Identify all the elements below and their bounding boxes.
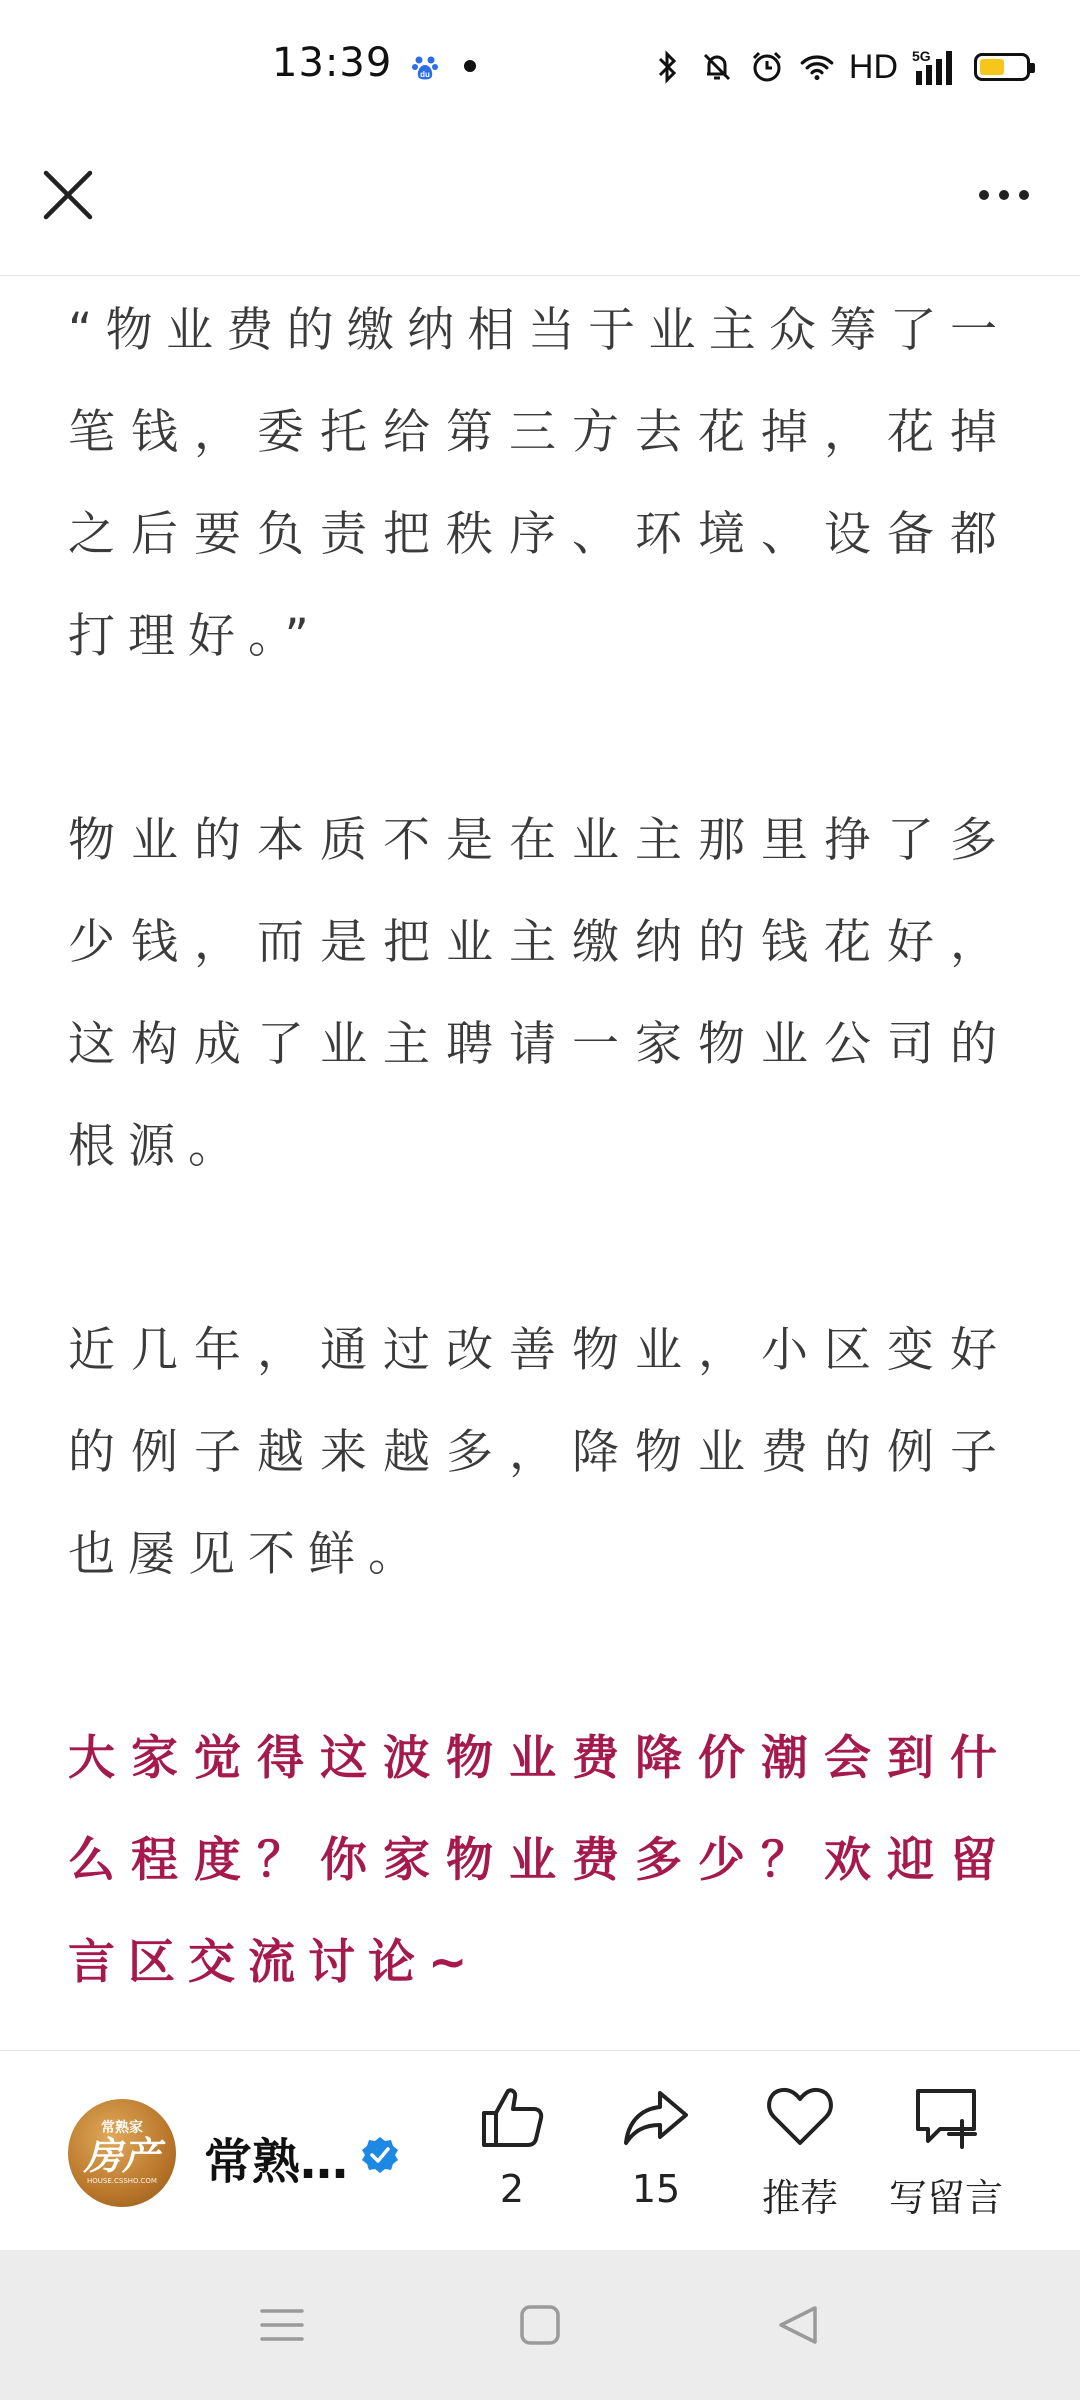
comment-add-icon — [910, 2081, 982, 2153]
heart-icon — [764, 2081, 836, 2153]
more-icon — [979, 190, 989, 200]
author-avatar[interactable] — [68, 2099, 176, 2207]
back-icon — [775, 2302, 821, 2348]
top-nav — [0, 135, 1080, 276]
share-count: 15 — [631, 2167, 681, 2211]
status-bar — [0, 0, 1080, 135]
home-button[interactable] — [510, 2295, 570, 2355]
share-button[interactable] — [586, 2081, 726, 2231]
avatar-text-main: 房产 — [83, 2134, 160, 2178]
signal-icon — [912, 49, 960, 85]
article-highlight: 大家觉得这波物业费降价潮会到什么程度？你家物业费多少？欢迎留言区交流讨论~ — [68, 1731, 1010, 1990]
svg-text:du: du — [420, 70, 430, 79]
verified-icon — [360, 2135, 400, 2175]
article-body — [68, 280, 1010, 2050]
article-paragraph: “物业费的缴纳相当于业主众筹了一笔钱，委托给第三方去花掉，花掉之后要负责把秩序、环境、设备都打理好。” — [68, 303, 1010, 664]
wifi-icon — [799, 49, 835, 85]
article-paragraph: 物业的本质不是在业主那里挣了多少钱，而是把业主缴纳的钱花好，这构成了业主聘请一家物业公司的根源。 — [68, 813, 1010, 1174]
status-icons — [649, 44, 1030, 90]
menu-icon — [259, 2305, 305, 2345]
signal-label: 5G — [912, 48, 931, 64]
close-icon — [42, 169, 94, 221]
recommend-label: 推荐 — [761, 2176, 838, 2220]
bluetooth-icon — [649, 49, 685, 85]
article-paragraph: 近几年，通过改善物业，小区变好的例子越来越多，降物业费的例子也屡见不鲜。 — [68, 1323, 1010, 1582]
notification-dot — [464, 60, 476, 72]
back-button[interactable] — [768, 2295, 828, 2355]
alarm-icon — [749, 49, 785, 85]
more-button[interactable] — [964, 163, 1044, 227]
status-time: 13:39 — [272, 40, 393, 86]
battery-icon — [974, 53, 1030, 81]
mute-bell-icon — [699, 49, 735, 85]
avatar-text-bottom: HOUSE.CSSHO.COM — [87, 2177, 157, 2185]
close-button[interactable] — [36, 163, 100, 227]
home-icon — [518, 2303, 562, 2347]
baidu-icon — [410, 52, 440, 82]
share-icon — [620, 2081, 692, 2153]
network-label: HD — [848, 47, 898, 86]
avatar-text-top: 常熟家 — [101, 2120, 143, 2136]
system-nav-bar — [0, 2250, 1080, 2400]
battery-level — [980, 59, 1004, 75]
recent-apps-button[interactable] — [252, 2295, 312, 2355]
recommend-button[interactable] — [730, 2081, 870, 2231]
like-count: 2 — [499, 2167, 525, 2211]
bottom-action-bar — [0, 2050, 1080, 2251]
author-name[interactable]: 常熟… — [204, 2134, 349, 2190]
thumbs-up-icon — [476, 2081, 548, 2153]
write-comment-label: 写留言 — [888, 2176, 1003, 2220]
write-comment-button[interactable] — [876, 2081, 1016, 2231]
like-button[interactable] — [442, 2081, 582, 2231]
